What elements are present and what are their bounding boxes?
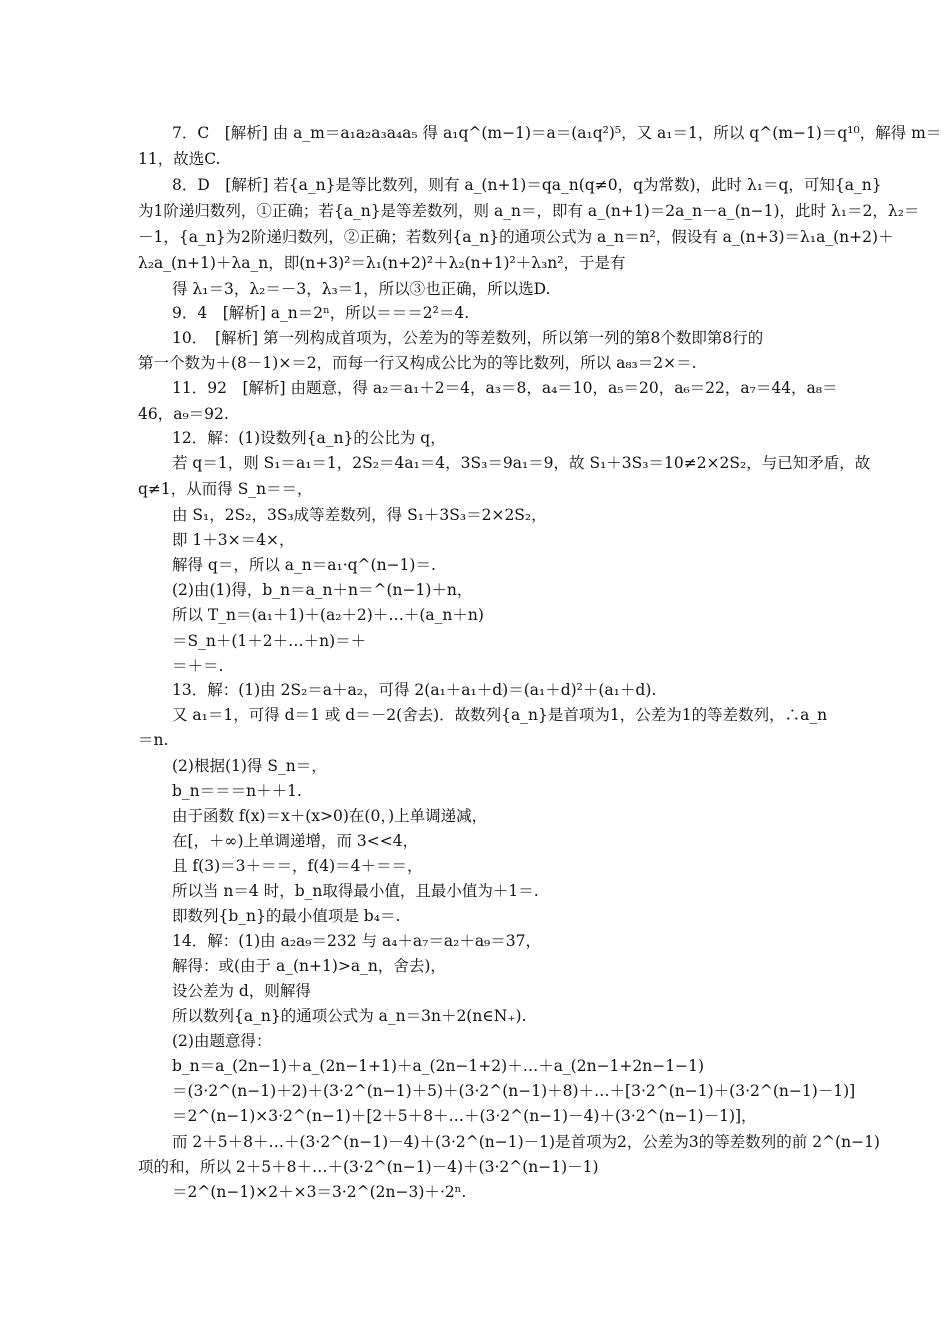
text-line: 得 λ₁＝3，λ₂＝－3，λ₃＝1，所以③也正确，所以选D.	[172, 280, 551, 298]
text-line: 由于函数 f(x)＝x＋(x>0)在(0，)上单调递减，	[172, 807, 488, 825]
text-line: ＝2^(n−1)×3·2^(n−1)＋[2＋5＋8＋…＋(3·2^(n−1)－4)＋(3·2^(n−1)－1)]，	[172, 1107, 757, 1125]
text-line: ＝S_n＋(1＋2＋…＋n)＝＋	[172, 632, 367, 650]
text-line: 由 S₁，2S₂，3S₃成等差数列，得 S₁＋3S₃＝2×2S₂，	[172, 506, 547, 524]
text-line: 9．4 [解析] a_n＝2ⁿ，所以＝＝＝2²＝4.	[172, 304, 470, 322]
text-line: 46，a₉＝92.	[138, 405, 229, 423]
text-line: 解得：或(由于 a_(n+1)>a_n，舍去)，	[172, 957, 446, 975]
text-line: 11，故选C.	[138, 150, 221, 168]
text-line: q≠1，从而得 S_n＝＝，	[138, 480, 313, 498]
text-line: 项的和，所以 2＋5＋8＋…＋(3·2^(n−1)－4)＋(3·2^(n−1)－1)	[138, 1158, 599, 1176]
text-line: 而 2＋5＋8＋…＋(3·2^(n−1)－4)＋(3·2^(n−1)－1)是首项为2，公差为3的等差数列的前 2^(n−1)	[172, 1133, 880, 1151]
text-line: ＝2^(n−1)×2＋×3＝3·2^(2n−3)＋·2ⁿ.	[172, 1183, 467, 1201]
text-line: ＝＋＝.	[172, 657, 224, 675]
text-line: 为1阶递归数列，①正确；若{a_n}是等差数列，则 a_n＝，即有 a_(n+1)＝2a_n－a_(n−1)，此时 λ₁＝2，λ₂＝	[138, 202, 920, 220]
text-line: 11．92 [解析] 由题意，得 a₂＝a₁＋2＝4，a₃＝8，a₄＝10，a₅＝20，a₆＝22，a₇＝44，a₈＝	[172, 379, 838, 397]
text-line: λ₂a_(n+1)＋λa_n，即(n+3)²＝λ₁(n+2)²＋λ₂(n+1)²＋λ₃n²，于是有	[138, 254, 626, 272]
text-line: 解得 q＝，所以 a_n＝a₁·q^(n−1)＝.	[172, 556, 436, 574]
text-line: 10． [解析] 第一列构成首项为，公差为的等差数列，所以第一列的第8个数即第8行的	[172, 329, 764, 347]
text-line: 12．解：(1)设数列{a_n}的公比为 q，	[172, 429, 446, 447]
text-line: (2)由(1)得，b_n＝a_n＋n＝^(n−1)＋n，	[172, 581, 473, 599]
text-line: 第一个数为＋(8－1)×＝2，而每一行又构成公比为的等比数列，所以 a₈₃＝2×＝.	[138, 354, 697, 372]
text-line: b_n＝＝＝n＋＋1.	[172, 782, 302, 800]
text-line: 若 q＝1，则 S₁＝a₁＝1，2S₂＝4a₁＝4，3S₃＝9a₁＝9，故 S₁＋3S₃＝10≠2×2S₂，与已知矛盾，故	[172, 454, 871, 472]
text-line: b_n＝a_(2n−1)＋a_(2n−1+1)＋a_(2n−1+2)＋…＋a_(2n−1+2n−1−1)	[172, 1057, 704, 1075]
text-line: 所以数列{a_n}的通项公式为 a_n＝3n＋2(n∈N₊).	[172, 1007, 527, 1025]
text-line: 且 f(3)＝3＋＝＝，f(4)＝4＋＝＝，	[172, 857, 423, 875]
text-line: 又 a₁＝1，可得 d＝1 或 d＝－2(舍去)．故数列{a_n}是首项为1，公差为1的等差数列，∴a_n	[172, 706, 828, 724]
text-line: 所以当 n＝4 时，b_n取得最小值，且最小值为＋1＝.	[172, 882, 539, 900]
text-line: ＝n.	[138, 731, 169, 749]
text-line: －1，{a_n}为2阶递归数列，②正确；若数列{a_n}的通项公式为 a_n＝n²，假设有 a_(n+3)＝λ₁a_(n+2)＋	[138, 228, 894, 246]
text-line: 即数列{b_n}的最小值项是 b₄＝.	[172, 907, 401, 925]
text-line: 14．解：(1)由 a₂a₉＝232 与 a₄＋a₇＝a₂＋a₉＝37，	[172, 932, 541, 950]
text-line: (2)根据(1)得 S_n＝，	[172, 757, 327, 775]
text-line: 在[，＋∞)上单调递增，而 3<<4，	[172, 832, 419, 850]
text-line: ＝(3·2^(n−1)＋2)＋(3·2^(n−1)＋5)＋(3·2^(n−1)＋8)＋…＋[3·2^(n−1)＋(3·2^(n−1)－1)]	[172, 1082, 856, 1100]
text-line: 7．C [解析] 由 a_m＝a₁a₂a₃a₄a₅ 得 a₁q^(m−1)＝a＝(a₁q²)⁵，又 a₁＝1，所以 q^(m−1)＝q¹⁰，解得 m＝	[172, 124, 942, 142]
text-line: 8．D [解析] 若{a_n}是等比数列，则有 a_(n+1)＝qa_n(q≠0，q为常数)，此时 λ₁＝q，可知{a_n}	[172, 176, 882, 194]
text-line: 即 1＋3×＝4×，	[172, 531, 295, 549]
text-line: 设公差为 d，则解得	[172, 982, 311, 1000]
text-line: 13．解：(1)由 2S₂＝a＋a₂，可得 2(a₁＋a₁＋d)＝(a₁＋d)²＋(a₁＋d).	[172, 681, 657, 699]
text-line: 所以 T_n＝(a₁＋1)＋(a₂＋2)＋…＋(a_n＋n)	[172, 606, 484, 624]
text-line: (2)由题意得：	[172, 1032, 272, 1050]
